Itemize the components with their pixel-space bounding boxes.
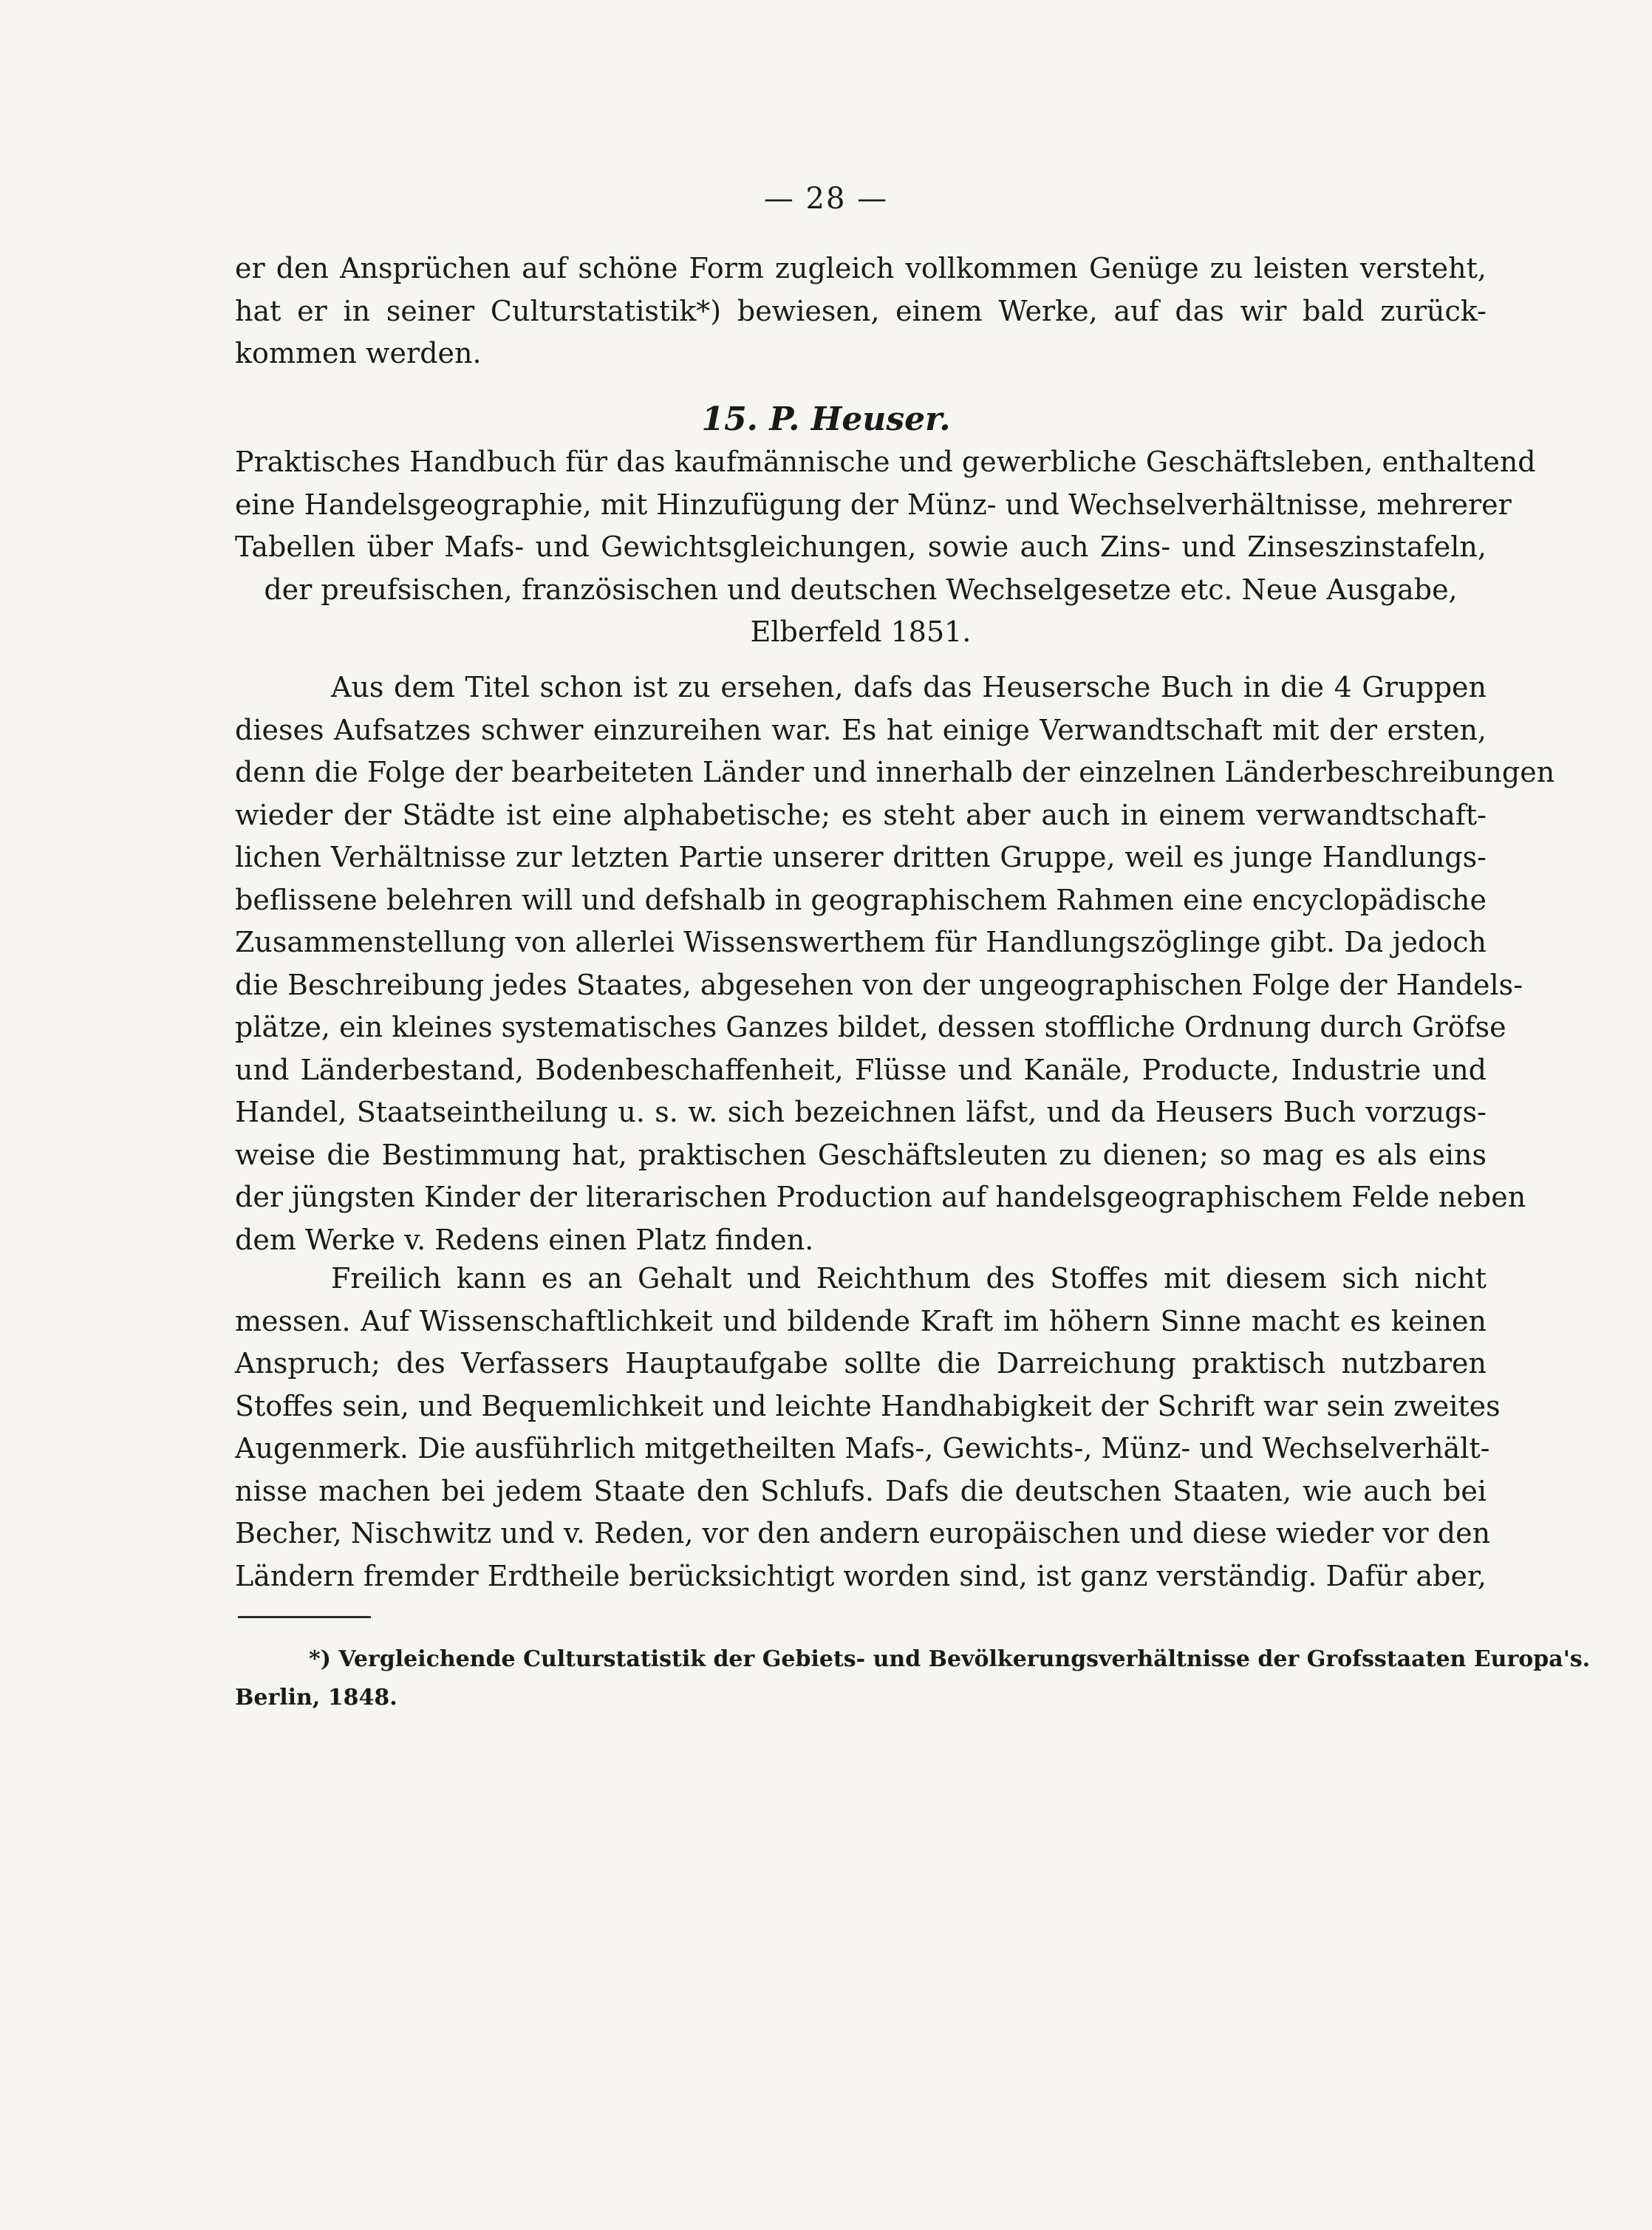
text-line: der preufsischen, französischen und deutschen Wechselgesetze etc. Neue Ausgabe, bbox=[264, 573, 1458, 606]
footnote bbox=[235, 1640, 1591, 1717]
text-line: plätze, ein kleines systematisches Ganzes bildet, dessen stoffliche Ordnung durch Gröfse bbox=[235, 1011, 1506, 1043]
text-line: dem Werke v. Redens einen Platz finden. bbox=[235, 1223, 814, 1256]
text-line: weise die Bestimmung hat, praktischen Geschäftsleuten zu dienen; so mag es als eins bbox=[235, 1138, 1487, 1171]
text-line: wieder der Städte ist eine alphabetische; es steht aber auch in einem verwandtschaft- bbox=[235, 798, 1487, 831]
text-line: Aus dem Titel schon ist zu ersehen, dafs das Heusersche Buch in die 4 Gruppen bbox=[331, 671, 1487, 703]
text-line: Ländern fremder Erdtheile berücksichtigt worden sind, ist ganz verständig. Dafür aber, bbox=[235, 1559, 1487, 1592]
text-line: Handel, Staatseintheilung u. s. w. sich bezeichnen läfst, und da Heusers Buch vorzugs- bbox=[235, 1096, 1487, 1128]
intro-paragraph bbox=[235, 248, 1487, 375]
text-line: Freilich kann es an Gehalt und Reichthum des Stoffes mit diesem sich nicht bbox=[331, 1262, 1487, 1295]
text-line: Elberfeld 1851. bbox=[750, 616, 972, 648]
text-line: und Länderbestand, Bodenbeschaffenheit, Flüsse und Kanäle, Producte, Industrie und bbox=[235, 1053, 1487, 1086]
text-line: hat er in seiner Culturstatistik*) bewiesen, einem Werke, auf das wir bald zurück- bbox=[235, 294, 1487, 327]
footnote-line: Berlin, 1848. bbox=[235, 1685, 397, 1711]
text-line: die Beschreibung jedes Staates, abgesehen von der ungeographischen Folge der Handels- bbox=[235, 968, 1523, 1001]
text-line: dieses Aufsatzes schwer einzureihen war. Es hat einige Verwandtschaft mit der ersten, bbox=[235, 713, 1487, 746]
text-line: Becher, Nischwitz und v. Reden, vor den andern europäischen und diese wieder vor den bbox=[235, 1517, 1491, 1549]
text-line: Praktisches Handbuch für das kaufmännische und gewerbliche Geschäftsleben, enthaltend bbox=[235, 446, 1536, 478]
text-line: lichen Verhältnisse zur letzten Partie unserer dritten Gruppe, weil es junge Handlungs- bbox=[235, 841, 1487, 873]
text-line: nisse machen bei jedem Staate den Schlufs. Dafs die deutschen Staaten, wie auch bei bbox=[235, 1474, 1487, 1507]
text-line: Zusammenstellung von allerlei Wissenswerthem für Handlungszöglinge gibt. Da jedoch bbox=[235, 926, 1487, 958]
book-title-block bbox=[235, 441, 1536, 654]
text-line: denn die Folge der bearbeiteten Länder und innerhalb der einzelnen Länderbeschreibungen bbox=[235, 756, 1555, 788]
text-line: Tabellen über Mafs- und Gewichtsgleichungen, sowie auch Zins- und Zinseszinstafeln, bbox=[235, 531, 1487, 563]
text-line: er den Ansprüchen auf schöne Form zugleich vollkommen Genüge zu leisten versteht, bbox=[235, 252, 1487, 284]
footnote-line: *) Vergleichende Culturstatistik der Gebiets- und Bevölkerungsverhältnisse der Grofsstaaten Europa's. bbox=[309, 1646, 1591, 1672]
text-line: eine Handelsgeographie, mit Hinzufügung der Münz- und Wechselverhältnisse, mehrerer bbox=[235, 488, 1512, 521]
text-line: kommen werden. bbox=[235, 337, 482, 369]
text-line: Augenmerk. Die ausführlich mitgetheilten Mafs-, Gewichts-, Münz- und Wechselverhält- bbox=[235, 1432, 1490, 1464]
section-heading: 15. P. Heuser. bbox=[701, 400, 951, 438]
text-line: Anspruch; des Verfassers Hauptaufgabe sollte die Darreichung praktisch nutzbaren bbox=[235, 1347, 1487, 1380]
text-line: der jüngsten Kinder der literarischen Production auf handelsgeographischem Felde neben bbox=[235, 1181, 1526, 1213]
paragraph-1 bbox=[235, 666, 1555, 1261]
page-number: — 28 — bbox=[763, 182, 889, 216]
text-line: Stoffes sein, und Bequemlichkeit und leichte Handhabigkeit der Schrift war sein zweites bbox=[235, 1389, 1501, 1422]
text-line: messen. Auf Wissenschaftlichkeit und bildende Kraft im höhern Sinne macht es keinen bbox=[235, 1304, 1487, 1337]
text-line: beflissene belehren will und defshalb in geographischem Rahmen eine encyclopädische bbox=[235, 883, 1487, 916]
footnote-rule bbox=[238, 1616, 371, 1618]
paragraph-2 bbox=[235, 1258, 1501, 1598]
